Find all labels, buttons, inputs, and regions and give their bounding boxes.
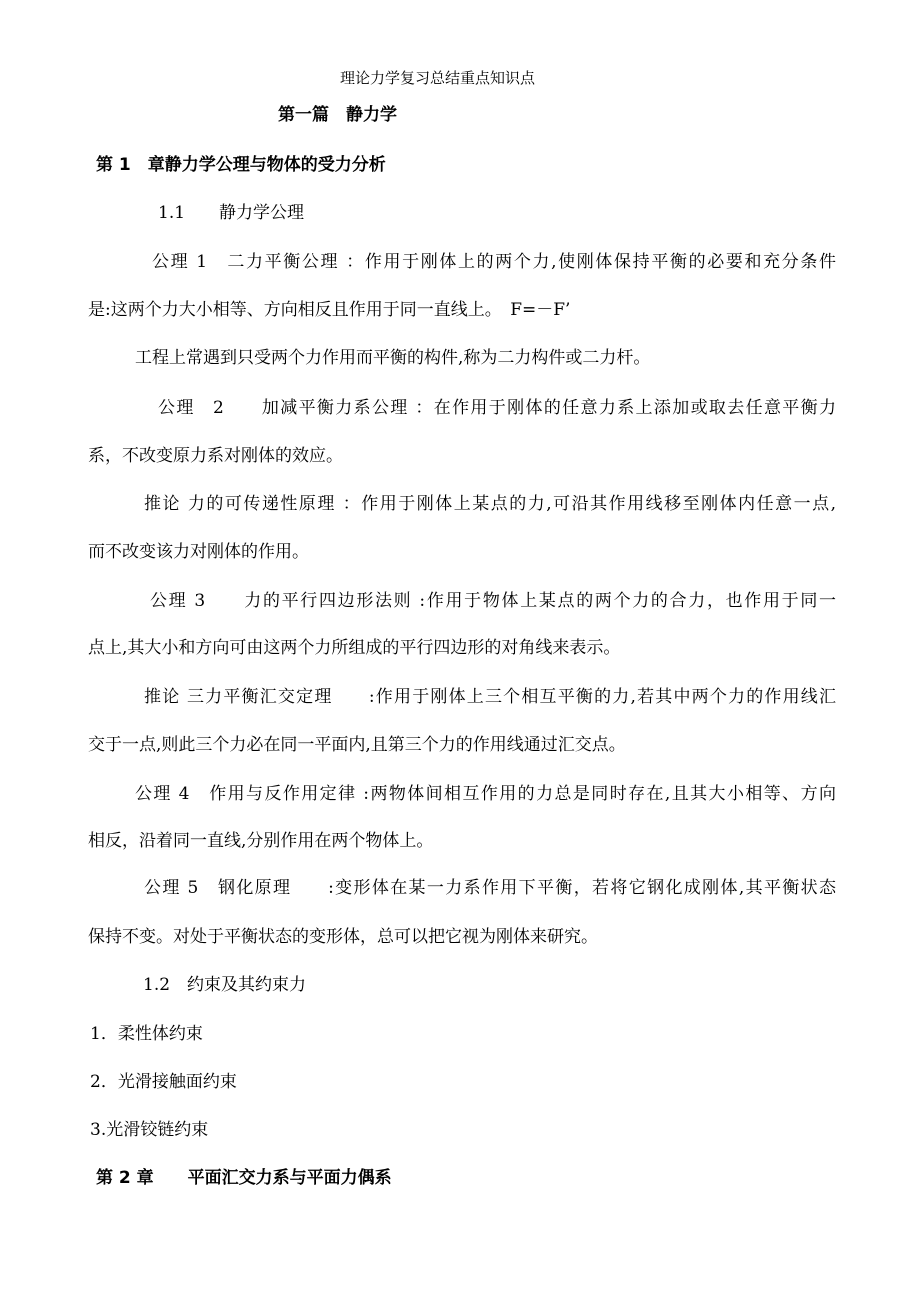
paragraph-line: 推论 力的可传递性原理 ：作用于刚体上某点的力,可沿其作用线移至刚体内任意一点, bbox=[144, 494, 836, 514]
constraint-item: 1．柔性体约束 bbox=[90, 1024, 203, 1044]
constraint-item: 3.光滑铰链约束 bbox=[90, 1120, 209, 1140]
paragraph-line: 交于一点,则此三个力必在同一平面内,且第三个力的作用线通过汇交点。 bbox=[88, 735, 626, 755]
paragraph-line: 点上,其大小和方向可由这两个力所组成的平行四边形的对角线来表示。 bbox=[88, 638, 621, 658]
paragraph-line: 是:这两个力大小相等、方向相反且作用于同一直线上。 F=－F’ bbox=[88, 300, 571, 320]
paragraph-line: 工程上常遇到只受两个力作用而平衡的构件,称为二力构件或二力杆。 bbox=[135, 348, 651, 368]
paragraph-line: 相反，沿着同一直线,分别作用在两个物体上。 bbox=[88, 831, 434, 851]
section-1-1-heading: 1.1 静力学公理 bbox=[158, 203, 305, 223]
part-title: 第一篇 静力学 bbox=[278, 105, 397, 125]
paragraph-line: 公理 5 钢化原理 :变形体在某一力系作用下平衡，若将它钢化成刚体,其平衡状态 bbox=[144, 878, 836, 898]
document-title: 理论力学复习总结重点知识点 bbox=[340, 69, 536, 87]
paragraph-line: 保持不变。对处于平衡状态的变形体，总可以把它视为刚体来研究。 bbox=[88, 927, 598, 947]
paragraph-line: 而不改变该力对刚体的作用。 bbox=[88, 542, 309, 562]
paragraph-line: 系，不改变原力系对刚体的效应。 bbox=[88, 446, 343, 466]
constraint-item: 2．光滑接触面约束 bbox=[90, 1072, 237, 1092]
paragraph-line: 公理 3 力的平行四边形法则 :作用于物体上某点的两个力的合力，也作用于同一 bbox=[150, 591, 836, 611]
paragraph-line: 推论 三力平衡汇交定理 :作用于刚体上三个相互平衡的力,若其中两个力的作用线汇 bbox=[144, 687, 836, 707]
section-1-2-heading: 1.2 约束及其约束力 bbox=[143, 975, 307, 995]
paragraph-line: 公理 1 二力平衡公理 ：作用于刚体上的两个力,使刚体保持平衡的必要和充分条件 bbox=[152, 252, 836, 272]
chapter-1-heading: 第 1 章静力学公理与物体的受力分析 bbox=[96, 155, 386, 175]
paragraph-line: 公理 4 作用与反作用定律 :两物体间相互作用的力总是同时存在,且其大小相等、方向 bbox=[135, 784, 836, 804]
paragraph-line: 公理 2 加减平衡力系公理 ：在作用于刚体的任意力系上添加或取去任意平衡力 bbox=[158, 398, 836, 418]
chapter-2-heading: 第 2 章 平面汇交力系与平面力偶系 bbox=[96, 1168, 392, 1188]
